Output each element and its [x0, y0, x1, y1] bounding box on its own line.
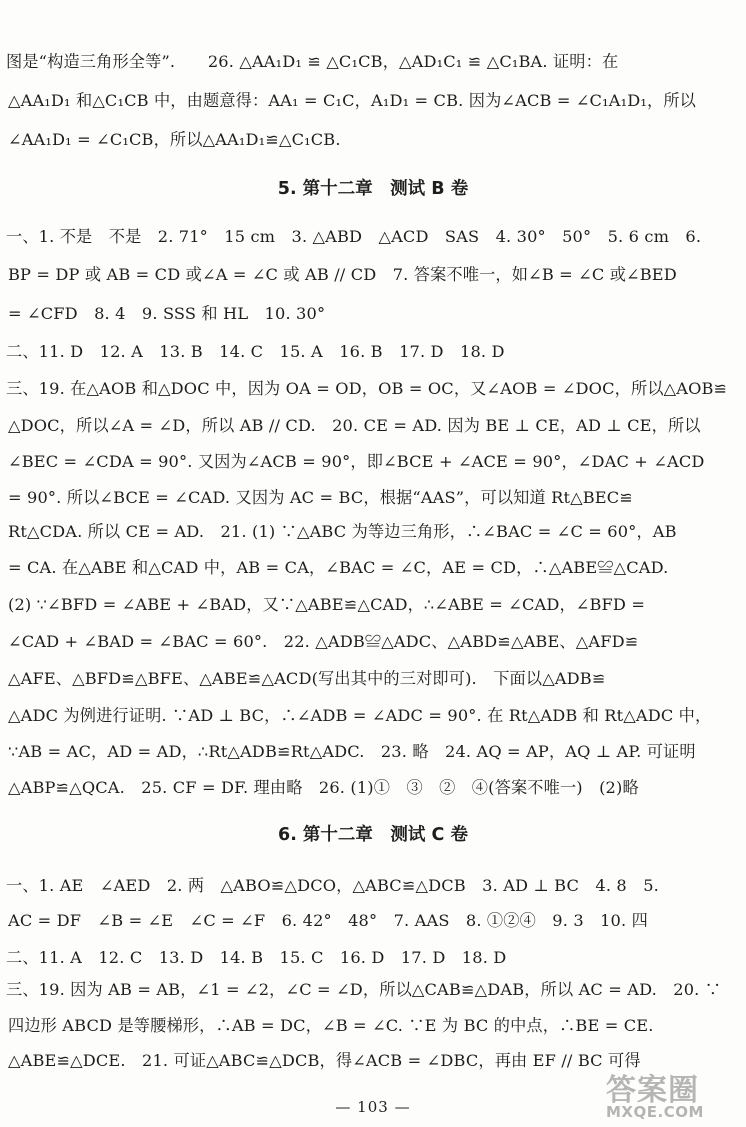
text-line: 三、19. 在△AOB 和△DOC 中，因为 OA = OD，OB = OC，又∠AOB = ∠DOC，所以△AOB≌ — [6, 379, 728, 398]
text-line: △ABP≌△QCA. 25. CF = DF. 理由略 26. (1)① ③ ② ④(答案不唯一) (2)略 — [8, 778, 639, 797]
text-line: 二、11. D 12. A 13. B 14. C 15. A 16. B 17. D 18. D — [6, 342, 505, 361]
text-line: ∠CAD + ∠BAD = ∠BAC = 60°. 22. △ADB≌△ADC、△ABD≌△ABE、△AFD≌ — [8, 632, 639, 651]
text-line: = CA. 在△ABE 和△CAD 中，AB = CA，∠BAC = ∠C，AE = CD，∴△ABE≌△CAD. — [8, 558, 669, 577]
text-line: = ∠CFD 8. 4 9. SSS 和 HL 10. 30° — [8, 304, 326, 323]
watermark-logo — [606, 1065, 746, 1127]
text-line: 一、1. AE ∠AED 2. 两 △ABO≌△DCO，△ABC≌△DCB 3. AD ⊥ BC 4. 8 5. — [6, 876, 659, 895]
text-line: 一、1. 不是 不是 2. 71° 15 cm 3. △ABD △ACD SAS 4. 30° 50° 5. 6 cm 6. — [6, 227, 702, 246]
text-line: △ADC 为例进行证明. ∵AD ⊥ BC，∴∠ADB = ∠ADC = 90°. 在 Rt△ADB 和 Rt△ADC 中， — [8, 706, 712, 725]
section-heading-test-b: 5. 第十二章 测试 B 卷 — [277, 179, 469, 199]
text-line: △ABE≌△DCE. 21. 可证△ABC≌△DCB，得∠ACB = ∠DBC，再由 EF // BC 可得 — [8, 1051, 641, 1070]
text-line: ∠AA₁D₁ = ∠C₁CB，所以△AA₁D₁≌△C₁CB. — [8, 130, 341, 149]
text-line: AC = DF ∠B = ∠E ∠C = ∠F 6. 42° 48° 7. AAS 8. ①②④ 9. 3 10. 四 — [8, 911, 648, 930]
text-line: ∠BEC = ∠CDA = 90°. 又因为∠ACB = 90°，即∠BCE + ∠ACE = 90°，∠DAC + ∠ACD — [8, 452, 705, 471]
text-line: 四边形 ABCD 是等腰梯形，∴AB = DC，∠B = ∠C. ∵E 为 BC 的中点，∴BE = CE. — [8, 1016, 654, 1035]
text-line: △AFE、△BFD≌△BFE、△ABE≌△ACD(写出其中的三对即可). 下面以△ADB≌ — [8, 669, 606, 688]
text-line: BP = DP 或 AB = CD 或∠A = ∠C 或 AB // CD 7. 答案不唯一，如∠B = ∠C 或∠BED — [8, 265, 677, 284]
text-line: Rt△CDA. 所以 CE = AD. 21. (1) ∵△ABC 为等边三角形，∴∠BAC = ∠C = 60°，AB — [8, 522, 677, 541]
text-line: △AA₁D₁ 和△C₁CB 中，由题意得：AA₁ = C₁C，A₁D₁ = CB. 因为∠ACB = ∠C₁A₁D₁，所以 — [8, 91, 696, 110]
text-line: 二、11. A 12. C 13. D 14. B 15. C 16. D 17. D 18. D — [6, 948, 507, 967]
section-heading-test-c: 6. 第十二章 测试 C 卷 — [278, 825, 468, 845]
watermark-url: MXQE.COM — [606, 1103, 704, 1121]
text-line: (2) ∵∠BFD = ∠ABE + ∠BAD，又∵△ABE≌△CAD，∴∠ABE = ∠CAD，∠BFD = — [8, 595, 646, 614]
page-number: — 103 — — [335, 1098, 411, 1116]
text-line: ∵AB = AC，AD = AD，∴Rt△ADB≌Rt△ADC. 23. 略 24. AQ = AP，AQ ⊥ AP. 可证明 — [8, 742, 696, 761]
text-line: △DOC，所以∠A = ∠D，所以 AB // CD. 20. CE = AD. 因为 BE ⊥ CE，AD ⊥ CE，所以 — [8, 416, 701, 435]
watermark-text: 答案圈 — [606, 1073, 699, 1108]
text-line: = 90°. 所以∠BCE = ∠CAD. 又因为 AC = BC，根据“AAS”，可以知道 Rt△BEC≌ — [8, 488, 634, 507]
text-line: 图是“构造三角形全等”. 26. △AA₁D₁ ≌ △C₁CB，△AD₁C₁ ≌ △C₁BA. 证明：在 — [6, 52, 619, 71]
text-line: 三、19. 因为 AB = AB，∠1 = ∠2，∠C = ∠D，所以△CAB≌△DAB，所以 AC = AD. 20. ∵ — [6, 980, 722, 999]
